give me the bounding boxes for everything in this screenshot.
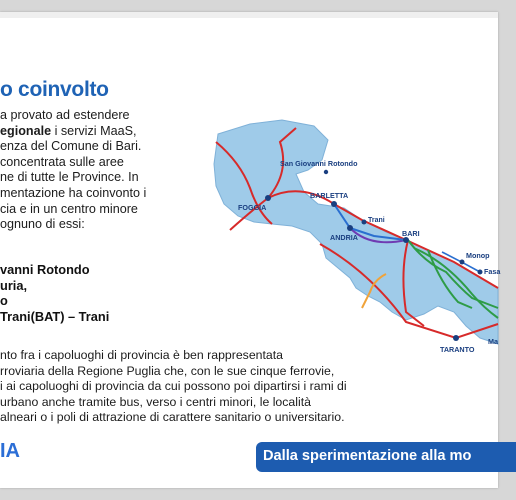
intro-line: egionale i servizi MaaS, — [0, 123, 137, 138]
map-label-foggia: FOGGIA — [238, 203, 267, 212]
map-label-monopoli: Monop — [466, 251, 490, 260]
intro-line: cia e in un centro minore — [0, 201, 138, 216]
map-label-trani: Trani — [368, 217, 385, 224]
intro-line: a provato ad estendere — [0, 108, 130, 122]
intro-line: mentazione ha coinvonto i — [0, 185, 147, 200]
city-dot-fasano — [478, 270, 483, 275]
paragraph-line: alneari o i poli di attrazione di carattere sanitario o universitario. — [0, 410, 345, 425]
city-dot-san-giovanni — [324, 170, 328, 174]
province-item: Trani(BAT) – Trani — [0, 308, 110, 324]
city-dot-taranto — [453, 335, 459, 341]
paragraph-line: nto fra i capoluoghi di provincia è ben rappresentata — [0, 348, 284, 362]
paragraph-line: i ai capoluoghi di provincia da cui possono poi dipartirsi i rami di — [0, 379, 347, 394]
city-dot-barletta — [331, 201, 337, 207]
province-list — [0, 262, 109, 324]
intro-line: enza del Comune di Bari. — [0, 139, 142, 154]
city-dot-monopoli — [460, 260, 465, 265]
map-label-ma: Ma — [488, 337, 498, 346]
intro-line: ognuno di essi: — [0, 217, 85, 232]
province-item: vanni Rotondo — [0, 262, 90, 277]
banner-text: Dalla sperimentazione alla mo — [263, 448, 472, 464]
map-label-andria: ANDRIA — [330, 233, 358, 242]
map-label-fasano: Fasa — [484, 267, 501, 276]
city-dot-foggia — [265, 195, 271, 201]
province-item: uria, — [0, 277, 28, 293]
intro-line: concentrata sulle aree — [0, 154, 124, 169]
map-label-taranto: TARANTO — [440, 345, 475, 354]
map-label-san-giovanni: San Giovanni Rotondo — [280, 159, 358, 168]
city-dot-andria — [347, 225, 353, 231]
slide-top-band — [0, 12, 498, 18]
paragraph-line: urbano anche tramite bus, verso i centri minori, le località — [0, 394, 311, 409]
slide-title: o coinvolto — [0, 78, 109, 101]
footer-banner — [256, 442, 516, 472]
intro-paragraph — [0, 108, 215, 233]
presentation-slide — [0, 12, 501, 488]
brand-text: IA — [0, 440, 20, 462]
puglia-rail-map — [210, 112, 501, 354]
rail-network-paragraph — [0, 348, 498, 426]
city-dot-trani — [362, 220, 367, 225]
paragraph-line: rroviaria della Regione Puglia che, con le sue cinque ferrovie, — [0, 363, 335, 378]
intro-line: ne di tutte le Province. In — [0, 170, 139, 185]
map-label-barletta: BARLETTA — [310, 191, 349, 200]
province-item: o — [0, 293, 8, 309]
map-label-bari: BARI — [402, 229, 420, 238]
